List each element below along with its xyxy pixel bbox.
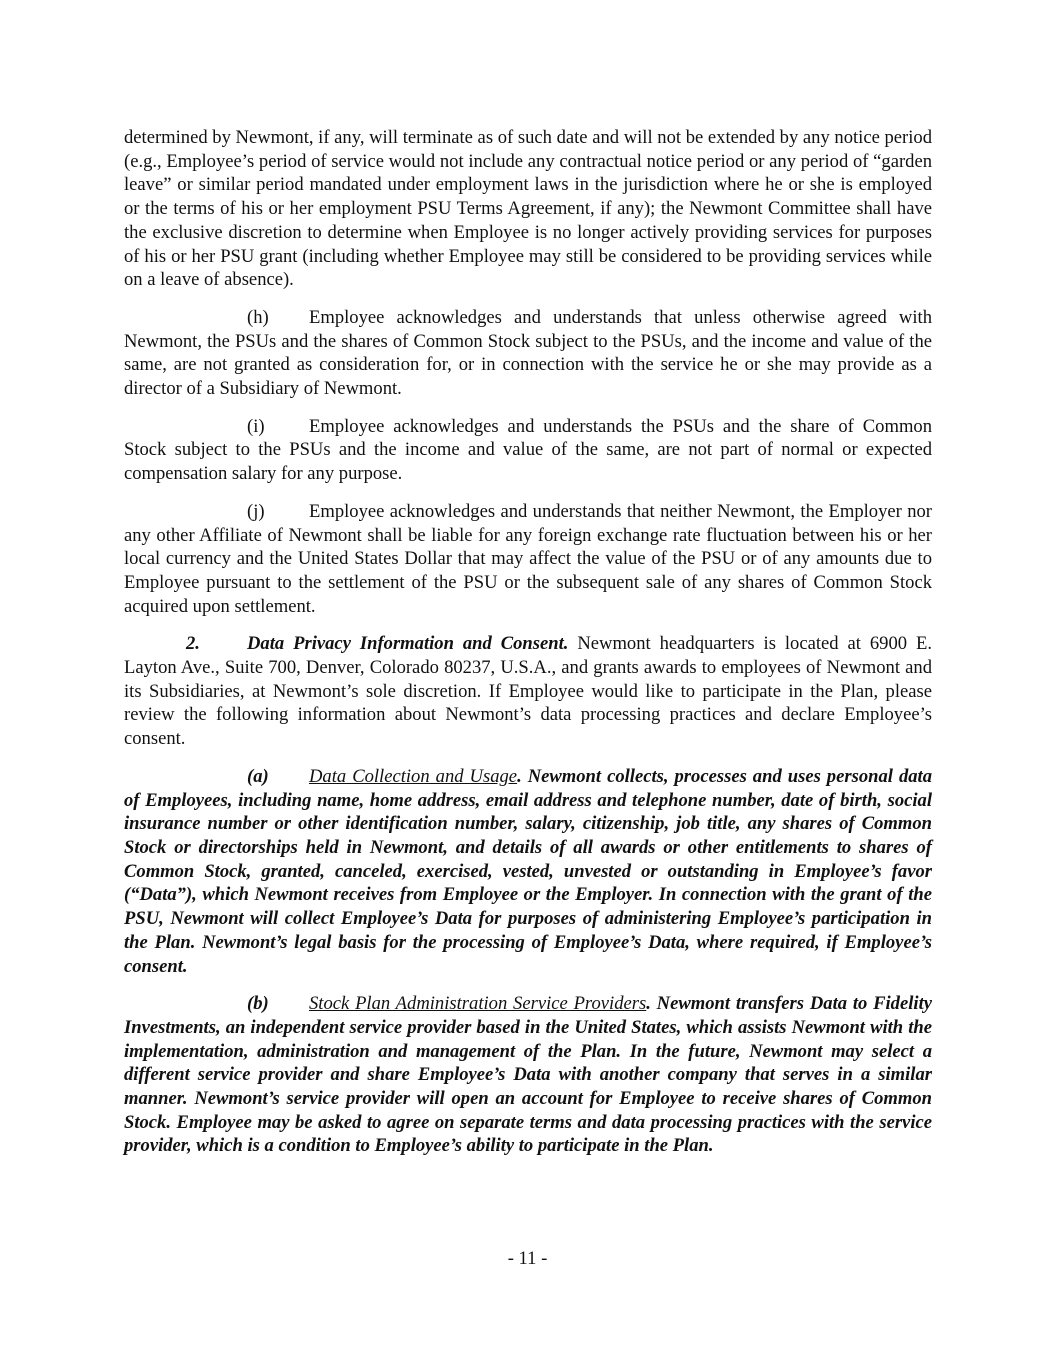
page-number: - 11 - bbox=[507, 1248, 548, 1269]
section-2-heading: Data Privacy Information and Consent. bbox=[247, 633, 569, 655]
paragraph-h bbox=[124, 306, 932, 401]
paragraph-i bbox=[124, 415, 932, 486]
paragraph-j bbox=[124, 500, 932, 619]
clause-text-h: Employee acknowledges and understands that unless otherwise agreed with Newmont, the PSUs and the shares of Common Stock subject to the PSUs, and the income and value of the same, are not granted as consideration for, or in connection with the service he or she may provide as a director of a Subsidiary of Newmont. bbox=[124, 306, 932, 400]
section-2 bbox=[124, 632, 932, 751]
clause-label-b: (b) bbox=[247, 993, 269, 1015]
clause-text-b: . Newmont transfers Data to Fidelity Investments, an independent service provider based in the United States, which assists Newmont with the implementation, administration and management of the Plan. In the future, Newmont may select a different service provider and share Employee’s Data with another company that serves in a similar manner. Newmont’s service provider will open an account for Employee to receive shares of Common Stock. Employee may be asked to agree on separate terms and data processing practices with the service provider, which is a condition to Employee’s ability to participate in the Plan. bbox=[124, 993, 932, 1157]
clause-heading-b: Stock Plan Administration Service Providers bbox=[309, 993, 647, 1015]
clause-text-a: . Newmont collects, processes and uses personal data of Employees, including name, home address, email address and telephone number, date of birth, social insurance number or other identification number, salary, citizenship, job title, any shares of Common Stock or directorships held in Newmont, and details of all awards or other entitlements to shares of Common Stock, granted, canceled, exercised, vested, unvested or outstanding in Employee’s favor (“Data”), which Newmont receives from Employee or the Employer. In connection with the grant of the PSU, Newmont will collect Employee’s Data for purposes of administering Employee’s participation in the Plan. Newmont’s legal basis for the processing of Employee’s Data, where required, if Employee’s consent. bbox=[124, 765, 932, 977]
section-2-number: 2. bbox=[186, 633, 200, 655]
section-2-text: Newmont headquarters is located at 6900 E. Layton Ave., Suite 700, Denver, Colorado 80237, U.S.A., and grants awards to employees of Newmont and its Subsidiaries, at Newmont’s sole discretion. If Employee would like to participate in the Plan, please review the following information about Newmont’s data processing practices and declare Employee’s consent. bbox=[124, 633, 932, 750]
clause-text-j: Employee acknowledges and understands that neither Newmont, the Employer nor any other Affiliate of Newmont shall be liable for any foreign exchange rate fluctuation between his or her local currency and the United States Dollar that may affect the value of the PSU or of any amounts due to Employee pursuant to the settlement of the PSU or the subsequent sale of any shares of Common Stock acquired upon settlement. bbox=[124, 500, 932, 617]
clause-label-a: (a) bbox=[247, 765, 269, 787]
paragraph-a bbox=[124, 765, 932, 978]
clause-label-h: (h) bbox=[247, 306, 269, 328]
clause-text-i: Employee acknowledges and understands the PSUs and the share of Common Stock subject to the PSUs and the income and value of the same, are not part of normal or expected compensation salary for any purpose. bbox=[124, 415, 932, 485]
document-page bbox=[124, 126, 932, 1172]
clause-label-j: (j) bbox=[247, 500, 265, 522]
clause-heading-a: Data Collection and Usage bbox=[309, 765, 518, 787]
paragraph-continuation: determined by Newmont, if any, will terminate as of such date and will not be extended by any notice period (e.g., Employee’s period of service would not include any contractual notice period or any period of “garden leave” or similar period mandated under employment laws in the jurisdiction where he or she is employed or the terms of his or her employment PSU Terms Agreement, if any); the Newmont Committee shall have the exclusive discretion to determine when Employee is no longer actively providing services for purposes of his or her PSU grant (including whether Employee may still be considered to be providing services while on a leave of absence). bbox=[124, 127, 932, 291]
clause-label-i: (i) bbox=[247, 415, 265, 437]
paragraph-b bbox=[124, 992, 932, 1158]
